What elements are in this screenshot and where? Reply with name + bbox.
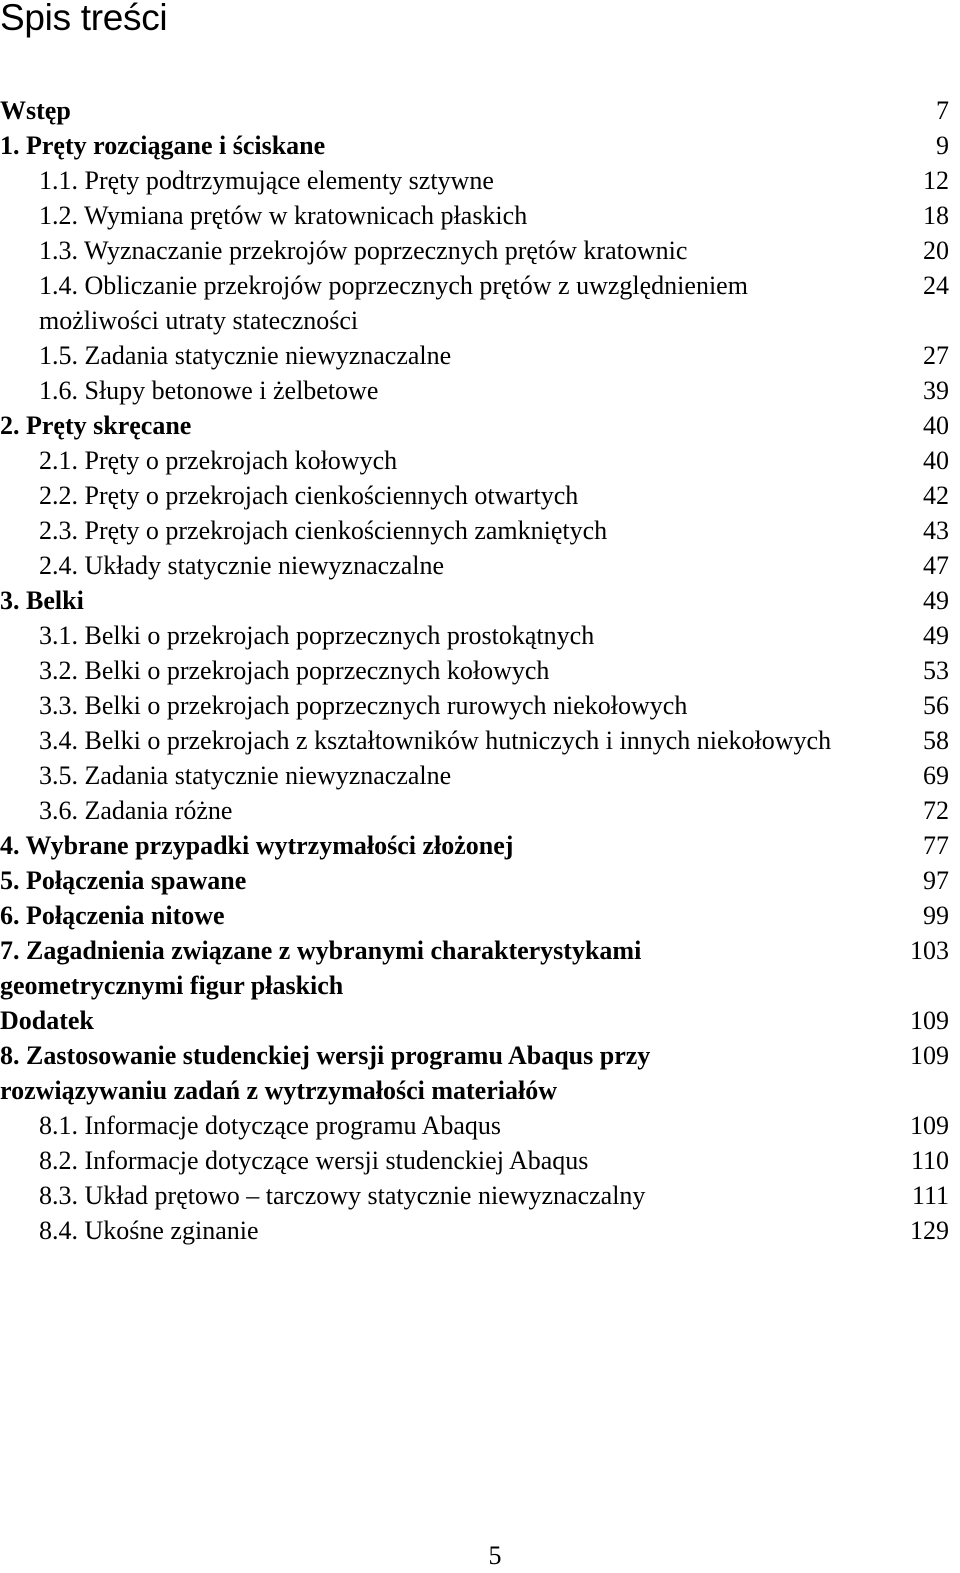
toc-entry-page: 49 [923, 586, 949, 615]
toc-entry[interactable] [0, 233, 960, 268]
toc-entry-page: 9 [936, 131, 949, 160]
toc-entry-page: 42 [923, 481, 949, 510]
toc-entry[interactable] [0, 618, 960, 653]
toc-entry-page: 43 [923, 516, 949, 545]
toc-entry[interactable] [0, 828, 960, 863]
toc-entry-title: 8.2. Informacje dotyczące wersji studenckiej Abaqus [39, 1146, 589, 1175]
toc-entry[interactable] [0, 1108, 960, 1143]
toc-entry-page: 99 [923, 901, 949, 930]
toc-entry-title: 2.1. Pręty o przekrojach kołowych [39, 446, 398, 475]
toc-entry-title: 3.3. Belki o przekrojach poprzecznych rurowych niekołowych [39, 691, 688, 720]
toc-entry[interactable] [0, 1038, 960, 1108]
toc-entry-title: 2.3. Pręty o przekrojach cienkościennych zamkniętych [39, 516, 608, 545]
toc-entry-page: 103 [910, 936, 949, 965]
toc-entry[interactable] [0, 793, 960, 828]
toc-entry[interactable] [0, 373, 960, 408]
toc-entry-title: 7. Zagadnienia związane z wybranymi charakterystykami geometrycznymi figur płaskich [0, 936, 642, 1000]
toc-entry-page: 49 [923, 621, 949, 650]
toc-entry[interactable] [0, 1213, 960, 1248]
toc-entry[interactable] [0, 723, 960, 758]
toc-entry-page: 77 [923, 831, 949, 860]
toc-entry-page: 47 [923, 551, 949, 580]
toc-entry-page: 129 [910, 1216, 949, 1245]
table-of-contents [0, 93, 960, 1248]
toc-entry-title: 2.4. Układy statycznie niewyznaczalne [39, 551, 444, 580]
toc-entry-page: 40 [923, 446, 949, 475]
toc-entry[interactable] [0, 443, 960, 478]
toc-entry-title: 8.1. Informacje dotyczące programu Abaqus [39, 1111, 502, 1140]
toc-entry[interactable] [0, 933, 960, 1003]
toc-entry-page: 72 [923, 796, 949, 825]
toc-entry-title: 4. Wybrane przypadki wytrzymałości złożonej [0, 831, 514, 860]
page-number: 5 [488, 1541, 502, 1570]
toc-entry-title: 8.4. Ukośne zginanie [39, 1216, 259, 1245]
toc-entry-page: 110 [910, 1146, 949, 1175]
toc-entry-page: 53 [923, 656, 949, 685]
toc-entry[interactable] [0, 863, 960, 898]
page-title: Spis treści [0, 0, 168, 38]
toc-entry[interactable] [0, 758, 960, 793]
toc-entry-title: Dodatek [0, 1006, 94, 1035]
toc-entry-page: 27 [923, 341, 949, 370]
toc-entry-title: 1.5. Zadania statycznie niewyznaczalne [39, 341, 452, 370]
toc-entry-title: Wstęp [0, 96, 71, 125]
toc-entry-page: 18 [923, 201, 949, 230]
toc-entry-page: 97 [923, 866, 949, 895]
toc-entry-page: 20 [923, 236, 949, 265]
toc-entry-page: 109 [910, 1041, 949, 1070]
toc-entry[interactable] [0, 338, 960, 373]
toc-entry[interactable] [0, 408, 960, 443]
toc-entry[interactable] [0, 898, 960, 933]
toc-entry-page: 58 [923, 726, 949, 755]
toc-entry-title: 1.2. Wymiana prętów w kratownicach płaskich [39, 201, 528, 230]
toc-entry-title: 3.5. Zadania statycznie niewyznaczalne [39, 761, 452, 790]
toc-entry-page: 111 [911, 1181, 949, 1210]
toc-entry[interactable] [0, 128, 960, 163]
toc-entry-title: 1.6. Słupy betonowe i żelbetowe [39, 376, 379, 405]
toc-entry[interactable] [0, 268, 960, 338]
toc-entry-page: 24 [923, 271, 949, 300]
toc-entry[interactable] [0, 478, 960, 513]
toc-entry[interactable] [0, 1143, 960, 1178]
toc-entry[interactable] [0, 583, 960, 618]
toc-entry-page: 39 [923, 376, 949, 405]
toc-entry[interactable] [0, 513, 960, 548]
toc-entry[interactable] [0, 163, 960, 198]
toc-entry-page: 109 [910, 1111, 949, 1140]
toc-entry[interactable] [0, 1178, 960, 1213]
toc-entry-title: 1.3. Wyznaczanie przekrojów poprzecznych prętów kratownic [39, 236, 688, 265]
toc-entry-title: 6. Połączenia nitowe [0, 901, 225, 930]
toc-entry-page: 56 [923, 691, 949, 720]
toc-entry[interactable] [0, 653, 960, 688]
toc-entry-page: 7 [936, 96, 949, 125]
toc-entry-page: 69 [923, 761, 949, 790]
toc-entry-title: 3. Belki [0, 586, 84, 615]
toc-entry-title: 3.4. Belki o przekrojach z kształtowników hutniczych i innych niekołowych [39, 726, 832, 755]
toc-entry-title: 8. Zastosowanie studenckiej wersji programu Abaqus przy rozwiązywaniu zadań z wytrzymałości materiałów [0, 1041, 651, 1105]
toc-entry[interactable] [0, 688, 960, 723]
toc-entry-page: 12 [923, 166, 949, 195]
toc-entry-page: 109 [910, 1006, 949, 1035]
toc-entry[interactable] [0, 548, 960, 583]
toc-entry-title: 5. Połączenia spawane [0, 866, 247, 895]
toc-entry-title: 3.2. Belki o przekrojach poprzecznych kołowych [39, 656, 550, 685]
toc-entry[interactable] [0, 93, 960, 128]
toc-entry-title: 3.6. Zadania różne [39, 796, 233, 825]
toc-entry[interactable] [0, 198, 960, 233]
toc-entry-title: 2.2. Pręty o przekrojach cienkościennych otwartych [39, 481, 579, 510]
toc-entry[interactable] [0, 1003, 960, 1038]
toc-entry-title: 3.1. Belki o przekrojach poprzecznych prostokątnych [39, 621, 595, 650]
toc-entry-title: 2. Pręty skręcane [0, 411, 192, 440]
toc-entry-page: 40 [923, 411, 949, 440]
toc-entry-title: 1.1. Pręty podtrzymujące elementy sztywne [39, 166, 494, 195]
toc-entry-title: 1.4. Obliczanie przekrojów poprzecznych prętów z uwzględnieniem możliwości utraty stateczności [39, 271, 748, 335]
toc-entry-title: 1. Pręty rozciągane i ściskane [0, 131, 326, 160]
toc-entry-title: 8.3. Układ prętowo – tarczowy statycznie niewyznaczalny [39, 1181, 646, 1210]
